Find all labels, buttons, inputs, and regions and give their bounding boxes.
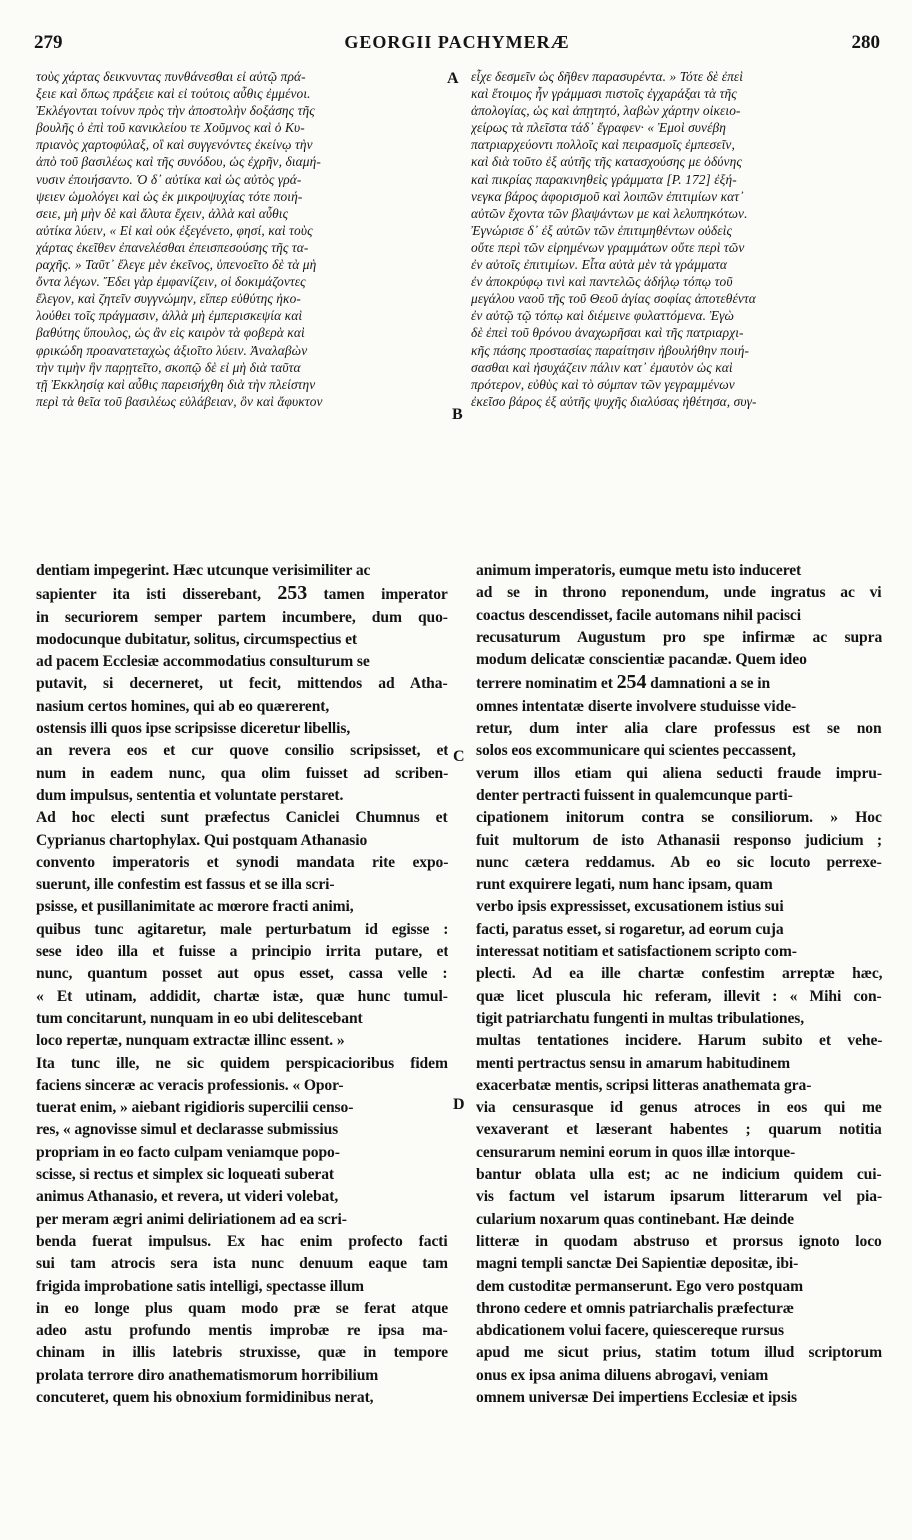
text-line: λούθει τοῖς πράγμασιν, ἀλλὰ μὴ ἐμπερισκεψία καὶ xyxy=(36,308,303,324)
text-line: omnem universæ Dei impertiens Ecclesiæ et ipsis xyxy=(476,1388,797,1406)
text-line: scisse, si rectus et simplex sic loqueati suberat xyxy=(36,1166,334,1184)
running-title: GEORGII PACHYMERÆ xyxy=(344,32,570,52)
text-line: ξειε καὶ ὅπως πράξειε καὶ εἰ τούτοις αὖθις ἐμμένοι. xyxy=(36,86,311,102)
text-line: οὔτε περὶ τῶν εἰρημένων γραμμάτων οὔτε περὶ τῶν xyxy=(471,239,745,255)
text-line: cipationem initorum contra se consiliorum. » Hoc xyxy=(476,809,882,827)
text-line: περὶ τὰ θεῖα τοῦ βασιλέως εὐλάβειαν, ὃν καὶ ἄφυκτον xyxy=(36,393,323,409)
text-line: faciens sinceræ ac veracis professionis. « Opor- xyxy=(36,1076,344,1094)
text-line: φρικώδη προανατεταχὼς ἀξιοῖτο λύειν. Ἀναλαβὼν xyxy=(36,342,308,358)
text-line: vexaverant et læserant habentes ; quarum notitia xyxy=(476,1121,882,1139)
text-line: sapienter ita isti disserebant, 253 tamen imperator xyxy=(36,582,448,605)
text-line: num in eadem nunc, qua olim fuisset ad scriben- xyxy=(36,764,448,782)
text-line: Ἐκλέγονται τοίνυν πρὸς τὴν ἀποστολὴν δοξάσης τῆς xyxy=(36,103,315,119)
text-line: Ad hoc electi sunt præfectus Caniclei Chumnus et xyxy=(36,809,448,827)
text-line: nunc cætera reddamus. Ab eo sic locuto perrexe- xyxy=(476,853,882,871)
text-line: αὐτίκα λύειν, « Εἰ καὶ οὐκ ἐξεγένετο, φησί, καὶ τοὺς xyxy=(36,222,313,238)
text-line: throno cedere et omnis patriarchalis præfecturæ xyxy=(476,1299,794,1317)
text-line: πριανὸς χαρτοφύλαξ, οἳ καὶ συγγενόντες ἐκείνῳ τὴν xyxy=(36,137,313,153)
text-line: tuerat enim, » aiebant rigidioris supercilii censo- xyxy=(36,1099,354,1117)
text-line: ὄντα λέγων. Ἔδει γὰρ ἐμφανίζειν, οἱ δοκιμάζοντες xyxy=(36,274,306,290)
text-line: καὶ πικρίας παρακινηθεὶς γράμματα [P. 172] ἐξή- xyxy=(471,171,737,187)
text-line: modum delicatæ conscientiæ pacandæ. Quem ideo xyxy=(476,651,807,669)
text-line: ad pacem Ecclesiæ accommodatius consulturum se xyxy=(36,653,370,671)
text-line: νυσιν ἐποιήσαντο. Ὁ δ᾽ αὐτίκα καὶ ὡς αὐτὸς γρά- xyxy=(36,171,302,187)
marginal-page-number: 254 xyxy=(616,671,647,694)
text-line: loco repertæ, nunquam extractæ illinc essent. » xyxy=(36,1032,345,1050)
text-line: πατριαρχεύοντι πολλοῖς καὶ πειρασμοῖς ἐμπεσεῖν, xyxy=(471,137,735,153)
text-line: retur, dum inter alia clare professus est se non xyxy=(476,720,882,738)
text-line: censurarum nemini eorum in quos illæ intorque- xyxy=(476,1143,796,1161)
text-line: prolata terrore diro anathematismorum horribilium xyxy=(36,1366,379,1384)
text-line: βαθύτης ὕπουλος, ὡς ἂν εἰς καιρὸν τὰ φοβερὰ καὶ xyxy=(36,325,305,341)
margin-letter-d: D xyxy=(453,1096,465,1113)
text-line: ostensis illi quos ipse scripsisse diceretur libellis, xyxy=(36,720,351,738)
text-line: αὐτῶν ἔχοντα τῶν βλαψάντων με καὶ λελυπηκότων. xyxy=(471,205,748,221)
latin-text-right-column xyxy=(476,560,882,1520)
text-line: ἐκεῖσο βάρος ἐξ αὐτῆς ψυχῆς διαλύσας ἠθέτησα, συγ- xyxy=(471,393,757,409)
margin-letter-c: C xyxy=(453,748,465,765)
text-line: ἐν ἀποκρύφῳ τινὶ καὶ παντελῶς ἀδήλῳ τόπῳ τοῦ xyxy=(471,274,733,290)
text-line: καὶ ἕτοιμος ἦν γράμμασι πιστοῖς ἐγχαράξαι τὰ τῆς xyxy=(471,86,737,102)
text-line: σειε, μὴ μὴν δὲ καὶ ἄλυτα ἔχειν, ἀλλὰ καὶ αὖθις xyxy=(36,205,289,221)
text-line: adeo astu profundo mentis improbæ re ipsa ma- xyxy=(36,1322,448,1340)
text-line: ἐν αὐτοῖς ἐπιτιμίων. Εἶτα αὐτὰ μὲν τὰ γράμματα xyxy=(471,257,727,273)
page-header xyxy=(34,32,880,62)
text-line: runt exquirere legati, num hanc ipsam, quam xyxy=(476,876,773,894)
text-line: coactus descendisset, facile automans nihil pacisci xyxy=(476,606,801,624)
marginal-page-number: 253 xyxy=(277,582,308,605)
text-line: πρότερον, εὐθὺς καὶ τὸ σύμπαν τῶν γεγραμμένων xyxy=(471,376,735,392)
text-line: χάρτας ἐκεῖθεν ἐπανελέσθαι ἐπεισπεσούσης τῆς τα- xyxy=(36,239,309,255)
text-line: in securiorem semper partem incumbere, dum quo- xyxy=(36,608,448,626)
text-line: abdicationem volui facere, quiescereque rursus xyxy=(476,1322,784,1340)
text-line: in eo longe plus quam modo præ se ferat atque xyxy=(36,1299,448,1317)
text-line: dentiam impegerint. Hæc utcunque verisimiliter ac xyxy=(36,562,371,579)
text-line: κῆς πάσης προστασίας παραίτησιν ἠβουλήθην ποιή- xyxy=(471,342,750,358)
text-line: res, « agnovisse simul et declarasse submissius xyxy=(36,1121,339,1139)
text-line: plecti. Ad ea ille chartæ confestim arreptæ hæc, xyxy=(476,965,882,983)
text-line: terrere nominatim et 254 damnationi a se in xyxy=(476,671,771,694)
text-line: χείρως τὰ πλεῖστα τάδ᾽ ἔγραφεν· « Ἐμοὶ συνέβη xyxy=(471,120,726,136)
text-line: verum illos etiam qui aliena seducti fraude impru- xyxy=(476,764,882,782)
margin-letter-b: B xyxy=(452,406,463,423)
text-line: interessat notitiam et satisfactionem scripto com- xyxy=(476,943,797,961)
text-line: Ita tunc ille, ne sic quidem perspicacioribus fidem xyxy=(36,1054,448,1072)
greek-text-right-column xyxy=(471,68,883,528)
text-line: vis factum vel istarum ipsarum litterarum vel pia- xyxy=(476,1188,882,1206)
text-line: dum impulsus, sententia et voluntate perstaret. xyxy=(36,786,344,804)
text-line: quæ licet plusculа hic referam, illevit : « Mihi con- xyxy=(476,987,882,1005)
text-line: facti, paratus esset, si rogaretur, ad eorum cuja xyxy=(476,920,784,938)
text-line: τῇ Ἐκκλησίᾳ καὶ αὖθις παρεισήχθη διὰ τὴν πλείστην xyxy=(36,376,316,392)
text-line: τὴν τιμὴν ἣν παρῃτεῖτο, σκοπῷ δὲ εἰ μὴ διὰ ταῦτα xyxy=(36,359,301,375)
text-line: an revera eos et cur quove consilio scripsisset, et xyxy=(36,742,448,760)
text-line: putavit, si decerneret, ut fecit, mittendos ad Atha- xyxy=(36,675,448,693)
text-line: ἐν αὐτῷ τῷ τόπῳ καὶ διέμεινε φυλαττόμενα. Ἐγὼ xyxy=(471,308,735,324)
text-line: δὲ ἐπεὶ τοῦ θρόνου ἀναχωρῆσαι καὶ τῆς πατριαρχι- xyxy=(471,325,744,341)
text-line: omnes intentatæ diserte involvere studuisse vide- xyxy=(476,697,797,715)
text-line: nunc, quantum posset aut opus esset, cassa velle : xyxy=(36,965,448,983)
text-line: « Et utinam, addidit, chartæ istæ, quæ hunc tumul- xyxy=(36,987,448,1005)
text-line: concuteret, quem his obnoxium formidinibus nerat, xyxy=(36,1388,374,1406)
text-line: quibus tunc agitaretur, male perturbatum id egisse : xyxy=(36,920,448,938)
text-line: dem custoditæ permanserunt. Ego vero postquam xyxy=(476,1277,804,1295)
text-line: σασθαι καὶ ἡσυχάζειν πάλιν κατ᾽ ἐμαυτὸν ὡς καὶ xyxy=(471,359,733,375)
text-line: nasium certos homines, qui ab eo quærerent, xyxy=(36,697,330,715)
text-line: τοὺς χάρτας δεικνυντας πυνθάνεσθαι εἰ αὐτῷ πρά- xyxy=(36,69,306,84)
text-line: ad se in throno reponendum, unde ingratus ac vi xyxy=(476,584,882,602)
text-line: multas tentationes incidere. Harum subito et vehe- xyxy=(476,1032,882,1050)
text-line: litteræ in quodam abstruso et prorsus ignoto loco xyxy=(476,1232,882,1250)
text-line: propriam in eo facto culpam veniamque popo- xyxy=(36,1143,340,1161)
text-line: chinam in illis latebris struxisse, quæ in tempore xyxy=(36,1344,448,1362)
text-line: sui tam atrocis sera ista nunc denuum eaque tam xyxy=(36,1255,448,1273)
text-line: Ἐγνώρισε δ᾽ ἐξ αὐτῶν τῶν ἐπιτιμηθέντων οὐδεὶς xyxy=(471,222,732,238)
latin-text-left-column xyxy=(36,560,448,1520)
page-number-right: 280 xyxy=(851,32,880,53)
text-line: μεγάλου ναοῦ τῆς τοῦ Θεοῦ ἁγίας σοφίας ἀποτεθέντα xyxy=(471,291,756,307)
text-line: verbo ipsis expressisset, excusationem istius sui xyxy=(476,898,784,916)
text-line: convento imperatoris et synodi mandata rite expo- xyxy=(36,853,448,871)
greek-text-left-column xyxy=(36,68,444,528)
text-line: suerunt, ille confestim est fassus et se illa scri- xyxy=(36,876,335,894)
text-line: frigida improbatione satis intelligi, spectasse illum xyxy=(36,1277,364,1295)
text-line: cularium noxarum quas continebant. Hæ deinde xyxy=(476,1210,794,1228)
text-line: benda fuerat impulsus. Ex hac enim profecto facti xyxy=(36,1232,448,1250)
text-line: ἔλεγον, καὶ ζητεῖν συγγνώμην, εἴπερ εὐθύτης ἠκο- xyxy=(36,291,301,307)
text-line: denter pertracti fuissent in qualemcunque parti- xyxy=(476,786,793,804)
text-line: νεγκα βάρος ἀφορισμοῦ καὶ λοιπῶν ἐπιτιμίων κατ᾽ xyxy=(471,188,744,204)
text-line: sese ideo illa et fuisse a principio irrita putare, et xyxy=(36,943,448,961)
text-line: recusaturum Augustum pro spe infirmæ ac supra xyxy=(476,628,882,646)
text-line: bantur oblata ulla est; ac ne indicium quidem cui- xyxy=(476,1166,882,1184)
text-line: ψειεν ὡμολόγει καὶ ὡς ἐκ μικροψυχίας τότε ποιή- xyxy=(36,188,303,204)
text-line: ἀπὸ τοῦ βασιλέως καὶ τῆς συνόδου, ὡς ἐχρῆν, διαμή- xyxy=(36,154,321,170)
text-line: ἀπολογίας, ὡς καὶ ἀπῃτητό, λαβὼν χάρτην οἰκειο- xyxy=(471,103,741,119)
text-line: tum concitarunt, nunquam in eo ubi delitescebant xyxy=(36,1009,363,1027)
text-line: animum imperatoris, eumque metu isto induceret xyxy=(476,562,802,579)
text-line: via censurasque id genus atroces in eos qui me xyxy=(476,1099,882,1117)
text-line: καὶ διὰ τοῦτο ἐξ αὐτῆς τῆς κατασχούσης με ὀδύνης xyxy=(471,154,742,170)
text-line: per meram ægri animi deliriationem ad ea scri- xyxy=(36,1210,347,1228)
margin-letter-a: A xyxy=(447,70,459,87)
text-line: onus ex ipsa anima diluens abrogavi, veniam xyxy=(476,1366,769,1384)
text-line: apud me sicut prius, statim totum illud scriptorum xyxy=(476,1344,882,1362)
text-line: solos eos excommunicare qui scientes peccassent, xyxy=(476,742,796,760)
text-line: psisse, et pusillanimitate ac mœrore fracti animi, xyxy=(36,898,354,916)
text-line: εἶχε δεσμεῖν ὡς δῆθεν παρασυρέντα. » Τότε δὲ ἐπεὶ xyxy=(471,69,744,84)
text-line: Cyprianus chartophylax. Qui postquam Athanasio xyxy=(36,831,368,849)
text-line: magni templi sanctæ Dei Sapientiæ depositæ, ibi- xyxy=(476,1255,799,1273)
text-line: ραχῆς. » Ταῦτ᾽ ἔλεγε μὲν ἐκεῖνος, ὑπενοεῖτο δὲ τὰ μὴ xyxy=(36,257,317,273)
text-line: menti pertractus sensu in amarum habitudinem xyxy=(476,1054,790,1072)
text-line: fuit multorum de isto Athanasii responso judicium ; xyxy=(476,831,882,849)
text-line: βουλῆς ὁ ἐπὶ τοῦ κανικλείου τε Χοῦμνος καὶ ὁ Κυ- xyxy=(36,120,305,136)
text-line: tigit patriarchatu fungenti in multas tribulationes, xyxy=(476,1009,805,1027)
text-line: exacerbatæ mentis, scripsi litteras anathemata gra- xyxy=(476,1076,812,1094)
text-line: modocunque dubitatur, solitus, circumspectius et xyxy=(36,630,357,648)
page-number-left: 279 xyxy=(34,32,63,53)
text-line: animus Athanasio, et revera, ut videri volebat, xyxy=(36,1188,339,1206)
